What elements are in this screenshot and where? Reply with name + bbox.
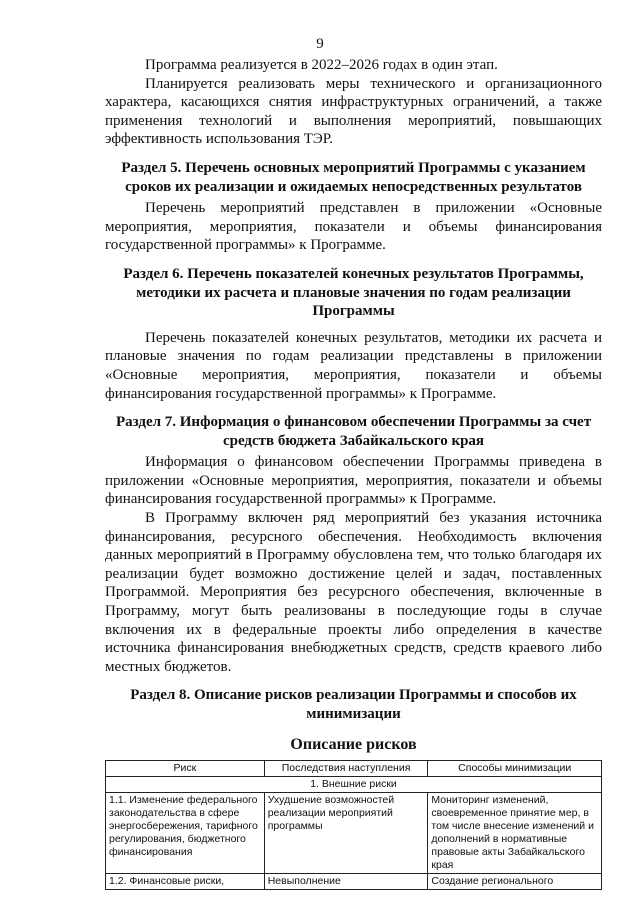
section7-text-2: В Программу включен ряд мероприятий без указания источника финансирования, ресурсного обеспечения. Необходимость включения данных мероприятий в Программу обусловлена тем, что только благодаря их реализации будет возможно достижение целей и задач, поставленных Программой. Мероприятия без ресурсного обеспечения, включенные в Программу, могут быть реализованы в последующие годы в случае включения их в федеральные проекты либо определения в качестве источника финансирования внебюджетных средств, средств краевого либо местных бюджетов. (105, 510, 602, 675)
table-group-row (106, 776, 602, 792)
cell-mitigation: Мониторинг изменений, своевременное принятие мер, в том числе внесение изменений и дополнений в нормативные правовые акты Забайкальского края (428, 792, 602, 873)
section5-heading: Раздел 5. Перечень основных мероприятий Программы с указанием сроков их реализации и ожидаемых непосредственных результатов (121, 159, 586, 195)
header-consequence: Последствия наступления (264, 760, 428, 776)
table-row (106, 792, 602, 873)
table-row (106, 873, 602, 889)
section7-heading: Раздел 7. Информация о финансовом обеспечении Программы за счет средств бюджета Забайкальского края (115, 414, 592, 449)
section5-text: Перечень мероприятий представлен в приложении «Основные мероприятия, мероприятия, показатели и объемы финансирования государственной программы» к Программе. (105, 200, 602, 254)
cell-risk: 1.1. Изменение федерального законодательства в сфере энергосбережения, тарифного регулирования, бюджетного финансирования (106, 792, 265, 873)
page-content (105, 56, 602, 890)
risk-table (105, 760, 602, 890)
cell-consequence: Ухудшение возможностей реализации мероприятий программы (264, 792, 428, 873)
group-external-risks: 1. Внешние риски (106, 776, 602, 792)
paragraph-stage: Программа реализуется в 2022–2026 годах в один этап. (145, 57, 498, 73)
section8-heading: Раздел 8. Описание рисков реализации Программы и способов их минимизации (130, 687, 577, 722)
header-mitigation: Способы минимизации (428, 760, 602, 776)
section7-text-1: Информация о финансовом обеспечении Программы приведена в приложении «Основные мероприятия, мероприятия, показатели и объемы финансирования государственной программы» к Программе. (105, 454, 602, 508)
paragraph-measures: Планируется реализовать меры технического и организационного характера, касающихся снятия инфраструктурных ограничений, а также применения технологий и выполнения мероприятий, повышающих эффективность использования ТЭР. (105, 75, 602, 148)
risk-table-title: Описание рисков (290, 735, 417, 753)
section6-text: Перечень показателей конечных результатов, методики их расчета и плановые значения по годам реализации представлены в приложении «Основные мероприятия, мероприятия, показатели и объемы финансирования государственной программы» к Программе. (105, 329, 602, 402)
table-header-row (106, 760, 602, 776)
cell-risk: 1.2. Финансовые риски, (106, 873, 265, 889)
cell-mitigation: Создание регионального (428, 873, 602, 889)
section6-heading: Раздел 6. Перечень показателей конечных результатов Программы, методики их расчета и плановые значения по годам реализации Программы (123, 265, 584, 320)
cell-consequence: Невыполнение (264, 873, 428, 889)
page-number: 9 (316, 36, 324, 52)
header-risk: Риск (106, 760, 265, 776)
